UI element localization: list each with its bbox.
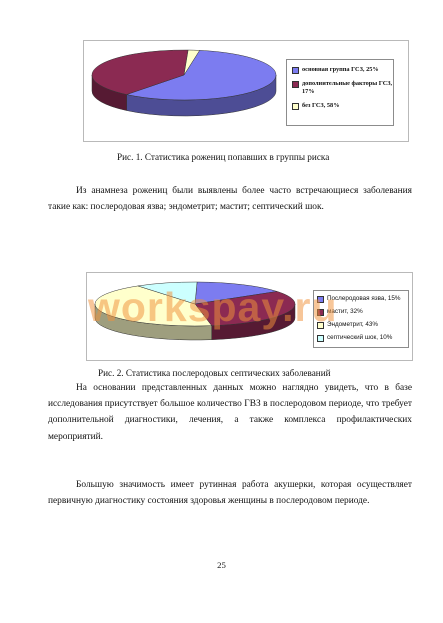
figure1-caption: Рис. 1. Статистика рожениц попавших в группы риска <box>117 152 330 162</box>
legend-item <box>292 66 393 74</box>
legend-label: Эндометрит, 43% <box>327 321 378 328</box>
paragraph-conclusion: На основании представленных данных можно наглядно увидеть, что в базе исследования присутствует большое количество ГВЗ в послеродовом периоде, что требует дополнительной диагностики, лечения, а также комплекса профилактических мероприятий. <box>48 383 412 442</box>
legend-swatch <box>317 322 324 329</box>
legend-item <box>292 80 393 96</box>
figure2-caption: Рис. 2. Статистика послеродовых септических заболеваний <box>98 368 331 378</box>
chart2-legend <box>313 290 409 348</box>
legend-label: септический шок, 10% <box>327 334 393 341</box>
paragraph-midwife: Большую значимость имеет рутинная работа акушерки, которая осуществляет первичную диагностику состояния здоровья женщины в послеродовом периоде. <box>48 480 412 507</box>
pie-chart-septic-diseases <box>86 272 413 361</box>
watermark: workspay.ru <box>88 284 338 330</box>
legend-item <box>317 308 408 316</box>
legend-swatch <box>292 103 299 110</box>
legend-item <box>317 295 408 303</box>
legend-swatch <box>317 335 324 342</box>
legend-swatch <box>292 67 299 74</box>
legend-label: Послеродовая язва, 15% <box>327 295 401 302</box>
legend-label: без ГСЗ, 58% <box>302 102 340 109</box>
page-number: 25 <box>217 560 226 570</box>
chart1-legend <box>286 59 394 126</box>
pie-chart-risk-groups <box>83 40 409 142</box>
legend-swatch <box>292 81 299 88</box>
legend-item <box>292 102 393 110</box>
paragraph-anamnesis: Из анамнеза рожениц были выявлены более часто встречающиеся заболевания такие как: послеродовая язва; эндометрит; мастит; септический шок. <box>48 186 412 213</box>
legend-label: мастит, 32% <box>327 308 363 315</box>
legend-item <box>317 334 408 342</box>
legend-label: основная группа ГСЗ, 25% <box>302 66 379 73</box>
legend-swatch <box>317 309 324 316</box>
legend-label: дополнительные факторы ГСЗ, 17% <box>302 80 393 95</box>
legend-swatch <box>317 296 324 303</box>
legend-item <box>317 321 408 329</box>
